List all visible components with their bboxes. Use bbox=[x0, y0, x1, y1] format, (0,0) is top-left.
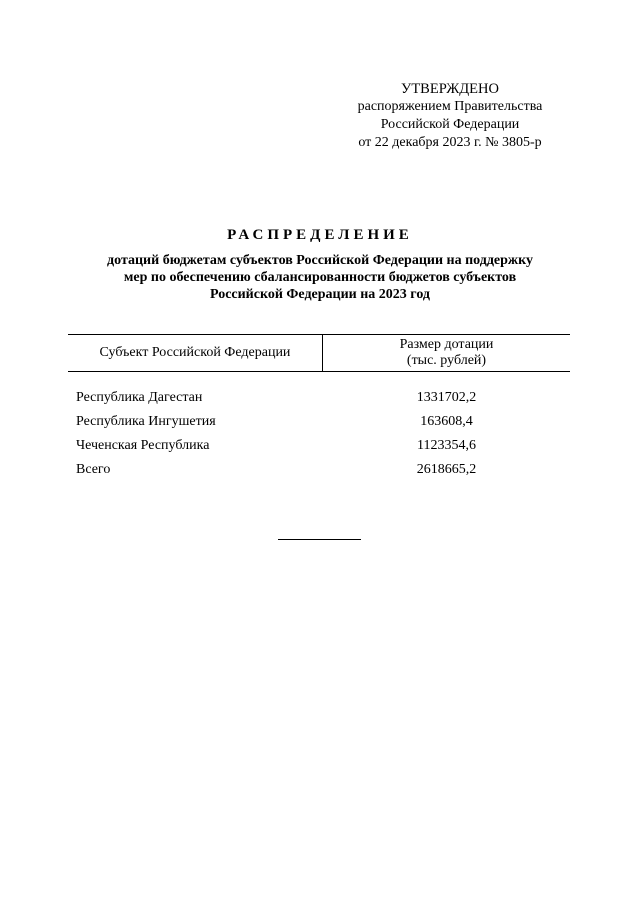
approval-line-3: от 22 декабря 2023 г. № 3805-р bbox=[358, 135, 542, 150]
approval-stamp bbox=[340, 80, 560, 152]
row-amount: 163608,4 bbox=[420, 414, 473, 429]
row-subject: Чеченская Республика bbox=[76, 438, 210, 453]
approval-line-2: Российской Федерации bbox=[380, 117, 520, 132]
approval-line-1: распоряжением Правительства bbox=[357, 99, 543, 114]
row-subject: Всего bbox=[76, 462, 111, 477]
table-row-total bbox=[68, 462, 570, 486]
subsidy-table bbox=[68, 334, 570, 486]
table-row bbox=[68, 390, 570, 414]
document-subtitle-line-2: мер по обеспечению сбалансированности бюджетов субъектов bbox=[123, 270, 517, 285]
row-subject: Республика Дагестан bbox=[76, 390, 203, 405]
row-amount: 2618665,2 bbox=[416, 462, 477, 477]
table-body bbox=[68, 390, 570, 486]
header-amount-line-2: (тыс. рублей) bbox=[406, 353, 487, 368]
header-amount-line-1: Размер дотации bbox=[399, 337, 494, 352]
document-subtitle bbox=[70, 252, 570, 303]
row-amount: 1331702,2 bbox=[416, 390, 477, 405]
table-header bbox=[68, 334, 570, 372]
row-subject: Республика Ингушетия bbox=[76, 414, 216, 429]
table-row bbox=[68, 438, 570, 462]
table-row bbox=[68, 414, 570, 438]
header-amount bbox=[323, 337, 570, 369]
document-title: РАСПРЕДЕЛЕНИЕ bbox=[227, 227, 413, 243]
document-subtitle-line-3: Российской Федерации на 2023 год bbox=[209, 287, 430, 302]
document-subtitle-line-1: дотаций бюджетам субъектов Российской Федерации на поддержку bbox=[107, 253, 533, 268]
row-amount: 1123354,6 bbox=[417, 438, 476, 453]
end-of-document-line bbox=[278, 539, 361, 540]
header-subject: Субъект Российской Федерации bbox=[99, 345, 291, 360]
approval-title: УТВЕРЖДЕНО bbox=[401, 81, 499, 97]
